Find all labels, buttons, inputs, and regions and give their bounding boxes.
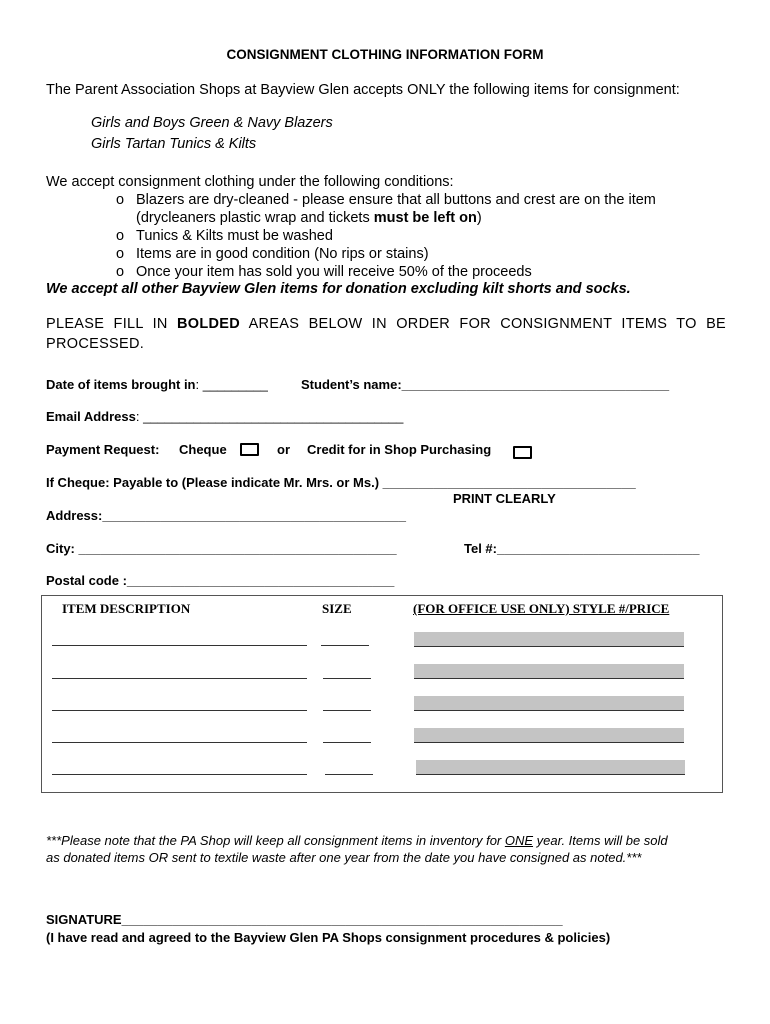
office-use-line (414, 710, 684, 711)
office-use-cell (416, 760, 685, 774)
size-line[interactable] (321, 645, 369, 646)
inventory-note-line1: ***Please note that the PA Shop will keep all consignment items in inventory for ONE year. Items will be sold (46, 833, 668, 848)
office-use-cell (414, 664, 684, 678)
payable-to-field[interactable]: If Cheque: Payable to (Please indicate Mr. Mrs. or Ms.) ___________________________________ (46, 475, 636, 490)
inventory-note-line2: as donated items OR sent to textile waste after one year from the date you have consigned as noted.*** (46, 850, 642, 865)
cheque-label: Cheque (179, 442, 227, 457)
item-description-line[interactable] (52, 742, 307, 743)
email-field[interactable]: Email Address: ____________________________________ (46, 409, 404, 424)
conditions-intro: We accept consignment clothing under the following conditions: (46, 174, 454, 190)
item-description-line[interactable] (52, 645, 307, 646)
bullet-icon: o (116, 228, 125, 244)
office-use-cell (414, 728, 684, 742)
column-item-description: ITEM DESCRIPTION (62, 601, 191, 616)
column-size: SIZE (322, 601, 352, 616)
size-line[interactable] (323, 710, 371, 711)
office-use-line (416, 774, 685, 775)
condition-good: Items are in good condition (No rips or stains) (136, 246, 429, 262)
office-use-line (414, 646, 684, 647)
bullet-icon: o (116, 246, 125, 262)
office-use-line (414, 678, 684, 679)
postal-code-field[interactable]: Postal code :_____________________________________ (46, 573, 395, 588)
accepted-item-blazers: Girls and Boys Green & Navy Blazers (91, 115, 333, 131)
item-description-line[interactable] (52, 774, 307, 775)
condition-proceeds: Once your item has sold you will receive 50% of the proceeds (136, 264, 532, 280)
student-name-field[interactable]: Student’s name:_____________________________________ (301, 377, 670, 392)
fill-instruction-line2: PROCESSED. (46, 336, 145, 352)
must-be-left-on: must be left on (373, 210, 477, 226)
signature-agreement: (I have read and agreed to the Bayview Glen PA Shops consignment procedures & policies) (46, 930, 611, 945)
print-clearly-label: PRINT CLEARLY (453, 491, 556, 506)
size-line[interactable] (323, 742, 371, 743)
credit-label: Credit for in Shop Purchasing (307, 442, 492, 457)
column-office-use: (FOR OFFICE USE ONLY) STYLE #/PRICE (413, 601, 670, 616)
condition-wrap-note: (drycleaners plastic wrap and tickets must be left on) (136, 210, 482, 226)
form-title: CONSIGNMENT CLOTHING INFORMATION FORM (226, 47, 544, 62)
office-use-cell (414, 632, 684, 646)
payment-request-label: Payment Request: (46, 442, 160, 457)
date-field[interactable]: Date of items brought in: _________ (46, 377, 268, 392)
condition-washed: Tunics & Kilts must be washed (136, 228, 333, 244)
accepted-item-tunics: Girls Tartan Tunics & Kilts (91, 136, 257, 152)
city-field[interactable]: City: ____________________________________________ (46, 541, 397, 556)
tel-field[interactable]: Tel #:____________________________ (464, 541, 700, 556)
condition-dry-cleaned: Blazers are dry-cleaned - please ensure that all buttons and crest are on the item (136, 192, 656, 208)
office-use-cell (414, 696, 684, 710)
signature-field[interactable]: SIGNATURE_____________________________________________________________ (46, 912, 563, 927)
item-description-line[interactable] (52, 710, 307, 711)
donation-note: We accept all other Bayview Glen items for donation excluding kilt shorts and socks. (46, 281, 631, 297)
item-description-line[interactable] (52, 678, 307, 679)
intro-text: The Parent Association Shops at Bayview Glen accepts ONLY the following items for consignment: (46, 82, 680, 98)
or-label: or (277, 442, 290, 457)
cheque-checkbox[interactable] (240, 443, 259, 456)
size-line[interactable] (325, 774, 373, 775)
size-line[interactable] (323, 678, 371, 679)
address-field[interactable]: Address:__________________________________________ (46, 508, 407, 523)
bullet-icon: o (116, 264, 125, 280)
fill-instruction: PLEASE FILL IN BOLDED AREAS BELOW IN ORDER FOR CONSIGNMENT ITEMS TO BE (46, 316, 727, 332)
bullet-icon: o (116, 192, 125, 208)
credit-checkbox[interactable] (513, 446, 532, 459)
office-use-line (414, 742, 684, 743)
